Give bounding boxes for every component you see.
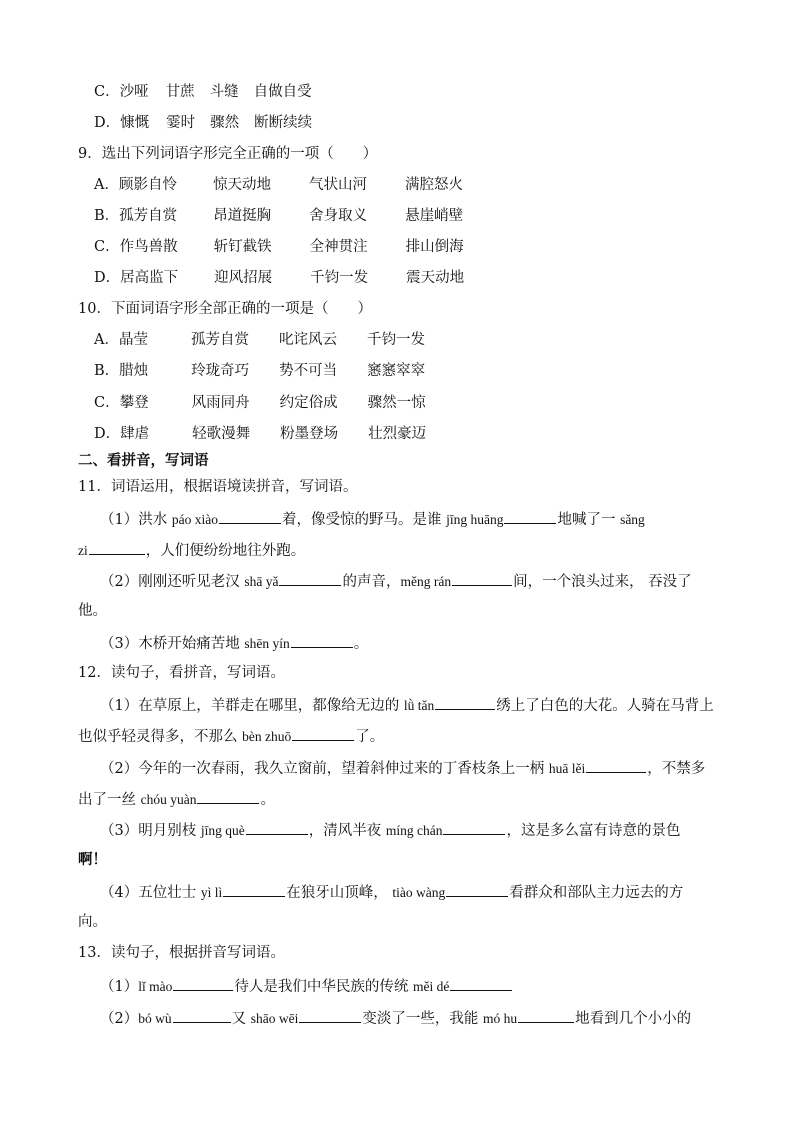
sentence-text: （4）五位壮士 [100,885,201,901]
answer-blank[interactable] [586,757,646,773]
option-word: 满腔怒火 [404,177,463,193]
pinyin: měi dé [412,979,450,994]
option-word: 约定俗成 [279,395,338,411]
sentence-text: 。 [260,792,275,808]
pinyin: mó hu [482,1011,518,1026]
pinyin: jīng què [200,823,245,838]
pinyin: shāo wēi [250,1011,299,1026]
q11-s2-line1 [100,570,692,592]
option-word: 攀登 [119,395,149,411]
pinyin: míng chán [385,823,443,838]
answer-blank[interactable] [246,819,308,835]
sentence-text: 。 [353,636,369,652]
pinyin: shā yǎ [244,574,279,589]
option-label: A． [94,332,119,348]
q13-s2 [100,1007,691,1029]
answer-blank[interactable] [219,508,281,524]
option-word: 骤然一惊 [367,395,426,411]
q11-s1-line1 [100,508,645,530]
q13-s1 [100,975,513,997]
pinyin: yì lì [200,885,223,900]
pinyin: jīng huāng [446,512,504,527]
q9-option-a [94,175,463,195]
answer-blank[interactable] [197,788,259,804]
sentence-text: 的声音， [342,574,401,590]
option-word: 骤然 [210,115,240,131]
section-heading: 二、看拼音，写词语 [78,453,209,469]
option-word: 孤芳自赏 [190,332,249,348]
sentence-text: 又 [231,1011,251,1027]
pinyin: bó wù [138,1011,172,1026]
pinyin: sǎng [620,512,645,527]
option-word: 晶莹 [118,332,148,348]
option-word: 肆虐 [120,426,150,442]
answer-blank[interactable] [299,1007,361,1023]
option-word: 千钧一发 [366,332,425,348]
sentence-text: 出了一丝 [78,792,141,808]
pinyin: páo xiào [171,512,218,527]
q8-option-d [94,113,312,133]
sentence-text: 在狼牙山顶峰， [286,885,393,901]
option-word: 惊天动地 [212,177,271,193]
q10-option-b [94,361,425,381]
option-label: D． [94,115,121,131]
pinyin: bèn zhuō [242,729,292,744]
option-word: 迎风招展 [214,270,273,286]
option-word: 沙哑 [119,84,149,100]
sentence-text: 地看到几个小小的 [575,1011,692,1027]
q12-s2-line2 [78,788,275,810]
sentence-text: （3）木桥开始痛苦地 [100,636,245,652]
sentence-text: 变淡了一些，我能 [362,1011,483,1027]
q8-option-c [94,82,312,102]
option-word: 粉墨登场 [280,426,339,442]
option-word: 腊烛 [119,363,149,379]
answer-blank[interactable] [435,694,495,710]
sentence-text: ，不禁多 [647,761,706,777]
answer-blank[interactable] [223,881,285,897]
option-label: B． [94,208,120,224]
option-word: 窸窸窣窣 [367,363,426,379]
answer-blank[interactable] [446,881,508,897]
answer-blank[interactable] [291,632,353,648]
sentence-text: 待人是我们中华民族的传统 [234,979,413,995]
answer-blank[interactable] [292,725,354,741]
option-word: 悬崖峭壁 [405,208,464,224]
sentence-text: 绣上了白色的大花。人骑在马背上 [496,698,714,714]
q12-s3-line2: 啊！ [78,851,107,868]
option-word: 玲珑奇巧 [191,363,250,379]
option-word: 斗缝 [209,84,239,100]
pinyin: zi [78,543,88,558]
option-label: C． [94,239,120,255]
pinyin: měng rán [400,574,452,589]
option-word: 壮烈豪迈 [368,426,427,442]
option-word: 全神贯注 [309,239,368,255]
option-word: 气状山河 [308,177,367,193]
option-word: 作鸟兽散 [119,239,178,255]
q9-option-d [94,268,464,288]
q12-s2-line1 [100,757,705,779]
option-label: A． [94,177,119,193]
option-word: 舍身取义 [309,208,368,224]
sentence-text: ，人们便纷纷地往外跑。 [145,543,306,559]
pinyin: lǐ mào [138,979,173,994]
option-label: D． [94,270,121,286]
answer-blank[interactable] [173,1007,231,1023]
q10-stem: 10．下面词语字形全部正确的一项是（ ） [78,301,372,317]
q12-s3-line1 [100,819,680,841]
sentence-text: ，这是多么富有诗意的景色 [506,823,681,839]
sentence-text: 也似乎轻灵得多，不那么 [78,729,243,745]
q10-option-d [94,424,426,444]
q9-option-c [94,237,464,257]
answer-blank[interactable] [173,975,233,991]
option-word: 排山倒海 [405,239,464,255]
option-word: 千钧一发 [310,270,369,286]
option-word: 自做自受 [253,84,312,100]
q11-stem: 11．词语运用，根据语境读拼音，写词语。 [78,479,358,495]
q11-s2-line2: 他。 [78,603,107,619]
option-word: 居高监下 [120,270,179,286]
option-word: 叱诧风云 [278,332,337,348]
q9-option-b [94,206,463,226]
sentence-text: ，清风半夜 [308,823,386,839]
sentence-text: （2）刚刚还听见老汉 [100,574,245,590]
option-label: B． [94,363,120,379]
answer-blank[interactable] [450,975,512,991]
q9-stem: 9．选出下列词语字形完全正确的一项（ ） [78,146,378,162]
option-word: 昂道挺胸 [213,208,272,224]
q11-s3 [100,632,368,654]
option-word: 顾影自怜 [118,177,177,193]
option-word: 断断续续 [254,115,313,131]
q13-stem: 13．读句子，根据拼音写词语。 [78,945,285,961]
sentence-text: （1）洪水 [100,512,172,528]
pinyin: huā lěi [548,761,586,776]
option-word: 风雨同舟 [191,395,250,411]
option-word: 震天动地 [406,270,465,286]
sentence-text: 了。 [355,729,385,745]
q12-s4-line2: 向。 [78,914,107,930]
q11-s1-line2 [78,539,305,561]
answer-blank[interactable] [504,508,556,524]
answer-blank[interactable] [452,570,512,586]
sentence-text: 看群众和部队主力远去的方 [509,885,684,901]
q10-option-a [94,330,425,350]
q12-stem: 12．读句子，看拼音，写词语。 [78,665,285,681]
option-word: 斩钉截铁 [213,239,272,255]
sentence-text: （1）在草原上，羊群走在哪里，都像给无边的 [100,698,404,714]
sentence-text: （3）明月别枝 [100,823,201,839]
sentence-text: （2）今年的一次春雨，我久立窗前，望着斜伸过来的丁香枝条上一柄 [100,761,549,777]
sentence-text: 着，像受惊的野马。是谁 [281,512,447,528]
option-label: D． [94,426,121,442]
pinyin: chóu yuàn [140,792,197,807]
sentence-text: 间，一个浪头过来， 吞没了 [513,574,692,590]
sentence-text: （2） [100,1011,139,1027]
q12-s1-line1 [100,694,714,716]
option-word: 甘蔗 [165,84,195,100]
answer-blank[interactable] [279,570,341,586]
answer-blank[interactable] [89,539,145,555]
option-label: C． [94,395,120,411]
answer-blank[interactable] [518,1007,574,1023]
pinyin: lǜ tǎn [403,698,435,713]
sentence-text: （1） [100,979,139,995]
option-word: 慷慨 [120,115,150,131]
option-word: 孤芳自赏 [119,208,178,224]
option-label: C． [94,84,120,100]
option-word: 势不可当 [279,363,338,379]
sentence-text: 地喊了一 [557,512,621,528]
option-word: 霎时 [166,115,196,131]
q12-s1-line2 [78,725,384,747]
q12-s4-line1 [100,881,683,903]
answer-blank[interactable] [443,819,505,835]
pinyin: tiào wàng [392,885,446,900]
option-word: 轻歌漫舞 [192,426,251,442]
pinyin: shēn yín [244,636,290,651]
q10-option-c [94,393,426,413]
